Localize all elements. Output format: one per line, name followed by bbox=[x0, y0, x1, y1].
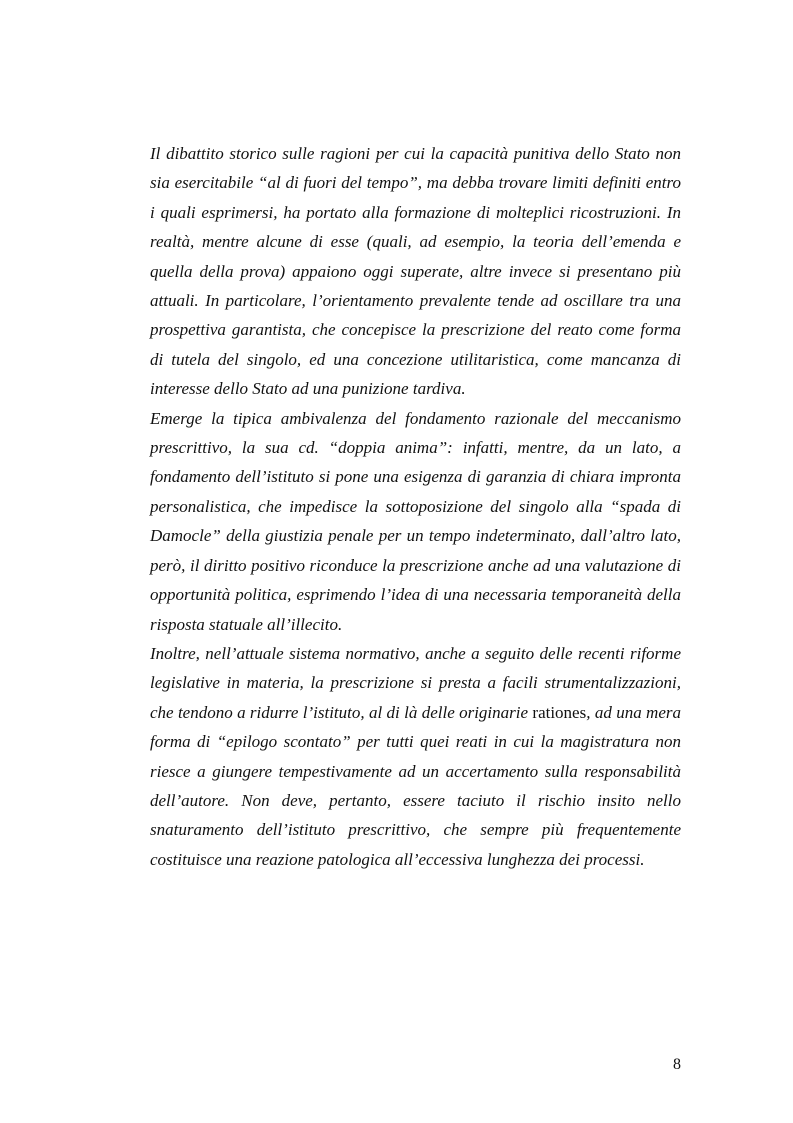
paragraph-3-text-before: Inoltre, nell’attuale sistema normativo, anche a seguito delle recenti riforme legislative in materia, la prescrizione si presta a facili strumentalizzazioni, che tendono a ridurre l’istituto, al di là delle originarie bbox=[150, 643, 681, 722]
page-number: 8 bbox=[673, 1056, 681, 1073]
paragraph-1: Il dibattito storico sulle ragioni per cui la capacità punitiva dello Stato non sia esercitabile “al di fuori del tempo”, ma debba trovare limiti definiti entro i quali esprimersi, ha portato alla formazione di molteplici ricostruzioni. In realtà, mentre alcune di esse (quali, ad esempio, la teoria dell’emenda e quella della prova) appaiono oggi superate, altre invece si presentano più attuali. In particolare, l’orientamento prevalente tende ad oscillare tra una prospettiva garantista, che concepisce la prescrizione del reato come forma di tutela del singolo, ed una concezione utilitaristica, come mancanza di interesse dello Stato ad una punizione tardiva. bbox=[150, 144, 681, 399]
term-rationes: rationes bbox=[532, 702, 587, 722]
paragraph-2: Emerge la tipica ambivalenza del fondamento razionale del meccanismo prescrittivo, la sua cd. “doppia anima”: infatti, mentre, da un lato, a fondamento dell’istituto si pone una esigenza di garanzia di chiara impronta personalistica, che impedisce la sottoposizione del singolo alla “spada di Damocle” della giustizia penale per un tempo indeterminato, dall’altro lato, però, il diritto positivo riconduce la prescrizione anche ad una valutazione di opportunità politica, esprimendo l’idea di una necessaria temporaneità della risposta statuale all’illecito. bbox=[150, 408, 681, 634]
body-text bbox=[150, 139, 681, 874]
paragraph-3 bbox=[150, 639, 681, 874]
paragraph-3-text-after: , ad una mera forma di “epilogo scontato” per tutti quei reati in cui la magistratura non riesce a giungere tempestivamente ad un accertamento sulla responsabilità dell’autore. Non deve, pertanto, essere taciuto il rischio insito nello snaturamento dell’istituto prescrittivo, che sempre più frequentemente costituisce una reazione patologica all’eccessiva lunghezza dei processi. bbox=[150, 702, 681, 869]
